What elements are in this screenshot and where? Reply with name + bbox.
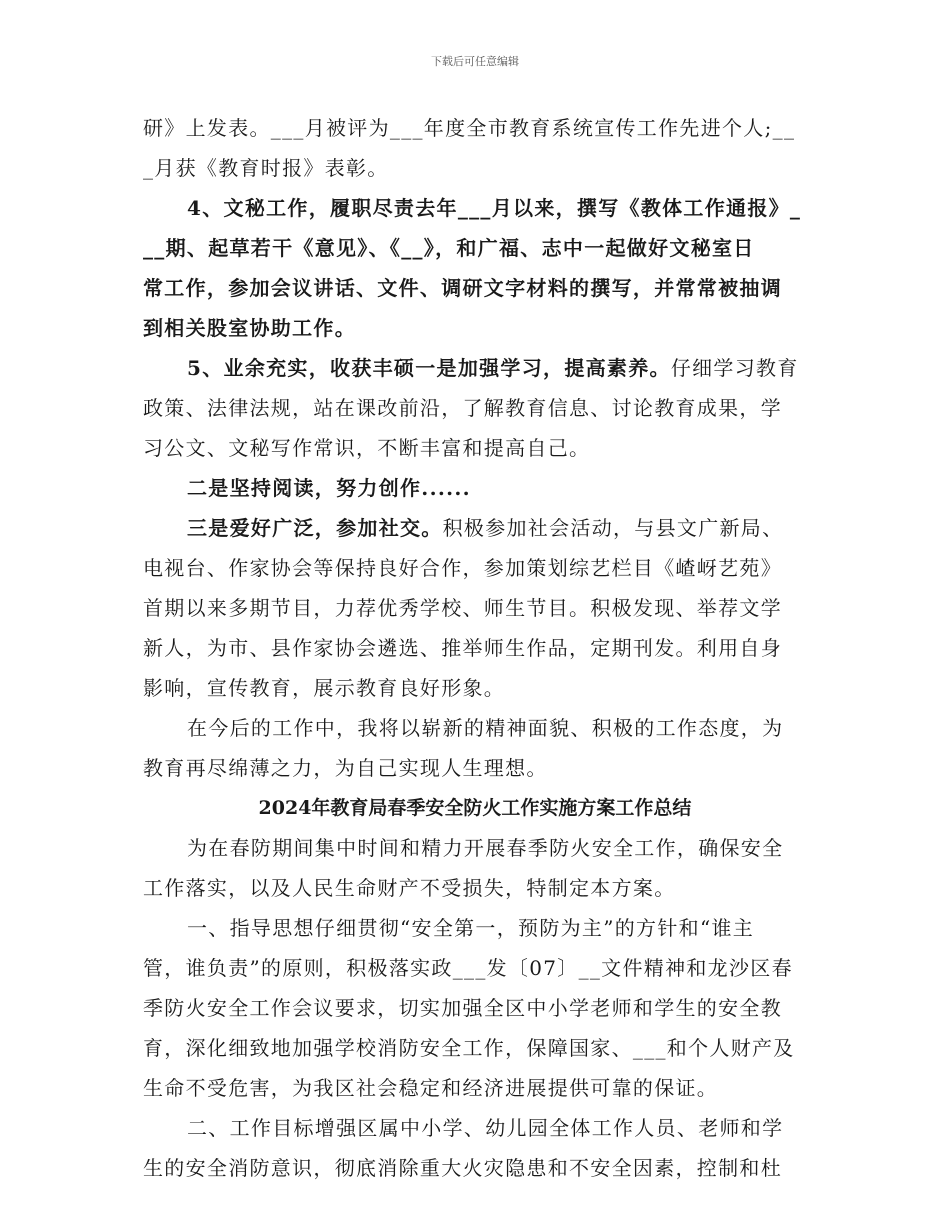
- text-line: [143, 668, 807, 708]
- text-segment: 在今后的工作中，我将以崭新的精神面貌、积极的工作态度，为: [187, 716, 784, 740]
- bold-text-segment: 三是爱好广泛，参加社交。: [187, 516, 443, 540]
- text-segment: 二、工作目标增强区属中小学、幼儿园全体工作人员、老师和学: [187, 1116, 784, 1140]
- bold-text-segment: 常工作，参加会议讲话、文件、调研文字材料的撰写，并常常被抽调: [143, 276, 782, 300]
- section-title: [143, 788, 807, 828]
- text-line: [143, 268, 807, 308]
- text-line: [143, 988, 807, 1028]
- text-segment: 生命不受危害，为我区社会稳定和经济进展提供可靠的保证。: [143, 1076, 719, 1100]
- text-line: [143, 388, 807, 428]
- text-segment: 一、指导思想仔细贯彻“安全第一，预防为主”的方针和“谁主: [187, 916, 755, 940]
- text-line: [143, 188, 807, 228]
- text-line: [143, 148, 807, 188]
- text-segment: 习公文、文秘写作常识，不断丰富和提高自己。: [143, 436, 591, 460]
- text-line: [143, 1028, 807, 1068]
- text-line: [143, 588, 807, 628]
- text-segment: 仔细学习教育: [670, 356, 799, 380]
- bold-text-segment: 5、业余充实，收获丰硕一是加强学习，提高素养。: [187, 356, 671, 380]
- text-line: [143, 428, 807, 468]
- text-line: [143, 468, 807, 508]
- text-segment: 研》上发表。___月被评为___年度全市教育系统宣传工作先进个人;__: [143, 116, 796, 140]
- text-line: [143, 628, 807, 668]
- text-line: [143, 1108, 807, 1148]
- text-segment: 政策、法律法规，站在课改前沿，了解教育信息、讨论教育成果，学: [143, 396, 782, 420]
- document-body: [143, 108, 807, 1188]
- bold-text-segment: 二是坚持阅读，努力创作......: [187, 476, 471, 500]
- text-line: [143, 868, 807, 908]
- bold-text-segment: 2024年教育局春季安全防火工作实施方案工作总结: [258, 797, 692, 819]
- bold-text-segment: 4、文秘工作，履职尽责去年___月以来，撰写《教体工作通报》_: [187, 196, 802, 220]
- text-line: [143, 348, 807, 388]
- text-line: [143, 308, 807, 348]
- text-segment: 新人，为市、县作家协会遴选、推举师生作品，定期刊发。利用自身: [143, 636, 782, 660]
- text-segment: 首期以来多期节目，力荐优秀学校、师生节目。积极发现、举荐文学: [143, 596, 782, 620]
- text-line: [143, 1068, 807, 1108]
- bold-text-segment: __期、起草若干《意见》、《__》，和广福、志中一起做好文秘室日: [143, 236, 755, 260]
- text-line: [143, 1148, 807, 1188]
- text-line: [143, 908, 807, 948]
- text-segment: 积极参加社会活动，与县文广新局、: [442, 516, 784, 540]
- text-line: [143, 748, 807, 788]
- text-segment: 生的安全消防意识，彻底消除重大火灾隐患和不安全因素，控制和杜: [143, 1156, 782, 1180]
- text-segment: 育，深化细致地加强学校消防安全工作，保障国家、___和个人财产及: [143, 1036, 795, 1060]
- text-line: [143, 548, 807, 588]
- text-segment: 季防火安全工作会议要求，切实加强全区中小学老师和学生的安全教: [143, 996, 782, 1020]
- text-segment: 影响，宣传教育，展示教育良好形象。: [143, 676, 506, 700]
- text-segment: 管，谁负责”的原则，积极落实政___发〔07〕__文件精神和龙沙区春: [143, 956, 793, 980]
- text-line: [143, 708, 807, 748]
- text-segment: 为在春防期间集中时间和精力开展春季防火安全工作，确保安全: [187, 836, 784, 860]
- bold-text-segment: 到相关股室协助工作。: [143, 316, 356, 340]
- text-line: [143, 508, 807, 548]
- download-watermark-header: 下载后可任意编辑: [431, 55, 519, 68]
- text-line: [143, 948, 807, 988]
- text-line: [143, 108, 807, 148]
- text-segment: 电视台、作家协会等保持良好合作，参加策划综艺栏目《嵖岈艺苑》: [143, 556, 782, 580]
- text-line: [143, 828, 807, 868]
- text-line: [143, 228, 807, 268]
- text-segment: 工作落实，以及人民生命财产不受损失，特制定本方案。: [143, 876, 676, 900]
- text-segment: _月获《教育时报》表彰。: [143, 156, 389, 180]
- text-segment: 教育再尽绵薄之力，为自己实现人生理想。: [143, 756, 548, 780]
